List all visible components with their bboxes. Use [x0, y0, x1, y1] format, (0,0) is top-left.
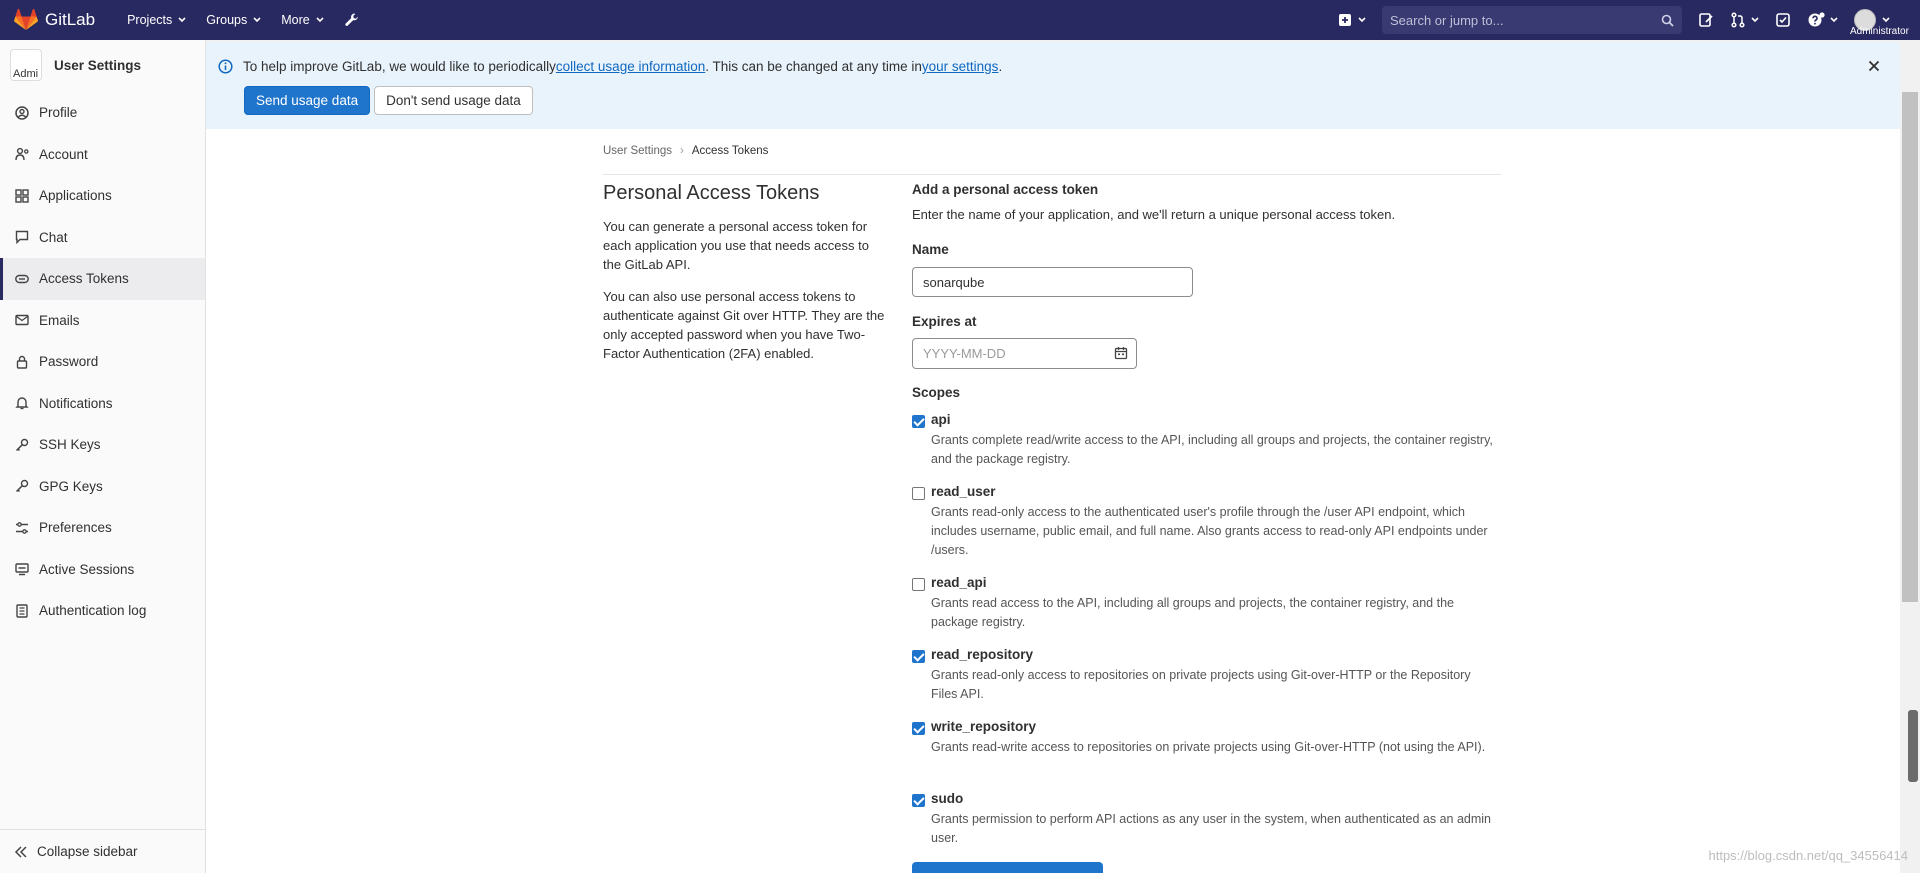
- gitlab-logo[interactable]: [0, 9, 95, 31]
- sidebar-item-label: Authentication log: [39, 603, 147, 619]
- banner-text-before: To help improve GitLab, we would like to periodically: [243, 59, 556, 74]
- scope-description: Grants complete read/write access to the API, including all groups and projects, the container registry, and the package registry.: [931, 433, 1493, 466]
- token-form: [912, 182, 1507, 845]
- scopes-label: Scopes: [912, 385, 961, 400]
- send-usage-data-button[interactable]: Send usage data: [244, 86, 370, 115]
- sidebar-header[interactable]: [0, 40, 205, 90]
- form-title: Add a personal access token: [912, 182, 1099, 197]
- chevron-down-icon: [1830, 17, 1838, 23]
- sidebar-item-access-tokens[interactable]: [0, 258, 205, 300]
- scope-write-repository-checkbox[interactable]: [912, 722, 925, 735]
- lock-icon: [14, 354, 30, 370]
- banner-text-middle: . This can be changed at any time in: [705, 59, 922, 74]
- scrollbar-thumb[interactable]: [1902, 92, 1918, 602]
- expires-label: Expires at: [912, 314, 977, 329]
- chevron-down-icon: [1358, 17, 1366, 23]
- double-chevron-left-icon: [14, 845, 28, 859]
- sidebar-item-account[interactable]: [0, 134, 205, 176]
- scope-read-repository-checkbox[interactable]: [912, 650, 925, 663]
- key-icon: [14, 478, 30, 494]
- nav-more-menu[interactable]: [271, 0, 333, 40]
- tanuki-icon: [14, 9, 38, 31]
- banner-actions: [244, 86, 533, 115]
- help-icon: [1807, 12, 1825, 28]
- sidebar-item-label: Applications: [39, 188, 112, 204]
- banner-message: [218, 59, 1002, 74]
- scope-sudo-checkbox[interactable]: [912, 794, 925, 807]
- page-title: Personal Access Tokens: [603, 182, 820, 204]
- merge-requests-button[interactable]: [1722, 0, 1767, 40]
- scope-description: Grants read-write access to repositories on private projects using Git-over-HTTP (not using the API).: [931, 740, 1486, 754]
- collect-usage-link[interactable]: collect usage information: [555, 59, 706, 74]
- todo-check-icon: [1775, 12, 1791, 28]
- intro-paragraph-1: You can generate a personal access token for each application you use that needs access to the GitLab API.: [603, 219, 869, 272]
- scope-name: read_repository: [931, 647, 1034, 662]
- sidebar-item-label: Emails: [39, 312, 80, 328]
- issues-button[interactable]: [1690, 0, 1722, 40]
- help-menu-button[interactable]: [1799, 0, 1846, 40]
- scope-read-user-checkbox[interactable]: [912, 487, 925, 500]
- banner-text-after: .: [998, 59, 1003, 74]
- breadcrumb-divider: [603, 174, 1501, 175]
- sidebar-item-label: Preferences: [39, 520, 112, 536]
- sidebar-nav: [0, 92, 205, 632]
- watermark-text: https://blog.csdn.net/qq_34556414: [1708, 848, 1908, 863]
- calendar-icon[interactable]: [1114, 346, 1128, 360]
- expires-at-input[interactable]: [912, 338, 1137, 369]
- scope-description: Grants read-only access to repositories on private projects using Git-over-HTTP or the Repository Files API.: [931, 668, 1471, 701]
- scope-description: Grants permission to perform API actions as any user in the system, when authenticated as an admin user.: [931, 812, 1492, 845]
- close-icon[interactable]: [1868, 60, 1880, 72]
- settings-sidebar: [0, 40, 206, 873]
- breadcrumb: [603, 145, 768, 157]
- scope-name: write_repository: [931, 719, 1037, 734]
- collapse-sidebar-label: Collapse sidebar: [37, 844, 138, 859]
- log-icon: [14, 603, 30, 619]
- sidebar-item-notifications[interactable]: [0, 383, 205, 425]
- profile-icon: [14, 105, 30, 121]
- sidebar-item-label: Account: [39, 146, 88, 162]
- sidebar-item-label: Chat: [39, 229, 68, 245]
- chat-icon: [14, 229, 30, 245]
- chevron-down-icon: [1882, 17, 1890, 23]
- sidebar-item-password[interactable]: [0, 341, 205, 383]
- nav-projects-menu[interactable]: [117, 0, 196, 40]
- sidebar-item-label: Active Sessions: [39, 561, 135, 577]
- scope-name: api: [931, 412, 951, 427]
- token-name-value: sonarqube: [923, 274, 985, 290]
- your-settings-link[interactable]: your settings: [921, 59, 999, 74]
- sidebar-item-applications[interactable]: [0, 175, 205, 217]
- nav-more-label: More: [281, 13, 310, 27]
- issues-icon: [1698, 12, 1714, 28]
- sidebar-avatar: [10, 49, 42, 81]
- intro-paragraph-2: You can also use personal access tokens to authenticate against Git over HTTP. They are the only accepted password when you have Two-Factor Authentication (2FA) enabled.: [603, 289, 885, 361]
- create-token-button[interactable]: [912, 862, 1103, 873]
- form-description: Enter the name of your application, and we'll return a unique personal access token.: [912, 207, 1396, 222]
- expires-placeholder: YYYY-MM-DD: [923, 346, 1006, 361]
- search-input[interactable]: [1382, 6, 1682, 34]
- user-name-label: Administrator: [1850, 26, 1909, 37]
- sidebar-item-emails[interactable]: [0, 300, 205, 342]
- token-icon: [14, 271, 30, 287]
- sidebar-item-label: Notifications: [39, 395, 113, 411]
- sidebar-item-profile[interactable]: [0, 92, 205, 134]
- side-widget-handle[interactable]: [1908, 710, 1918, 782]
- applications-icon: [14, 188, 30, 204]
- sidebar-item-active-sessions[interactable]: [0, 549, 205, 591]
- usage-ping-banner: [206, 40, 1900, 129]
- sidebar-title: User Settings: [54, 57, 142, 73]
- breadcrumb-current: Access Tokens: [691, 145, 769, 157]
- monitor-icon: [14, 561, 30, 577]
- nav-projects-label: Projects: [127, 13, 173, 27]
- brand-name: GitLab: [45, 10, 96, 29]
- avatar-alt-text: Admi: [13, 68, 39, 80]
- scope-name: read_api: [931, 575, 987, 590]
- chevron-down-icon: [1751, 17, 1759, 23]
- mail-icon: [14, 312, 30, 328]
- nav-groups-label: Groups: [206, 13, 248, 27]
- chevron-down-icon: [178, 17, 186, 23]
- sidebar-item-label: Access Tokens: [39, 271, 129, 287]
- sidebar-item-gpg-keys[interactable]: [0, 466, 205, 508]
- collapse-sidebar-button[interactable]: [0, 829, 205, 873]
- wrench-icon: [344, 12, 360, 28]
- info-icon: [218, 59, 233, 74]
- token-name-input[interactable]: [912, 267, 1193, 297]
- preferences-icon: [14, 520, 30, 536]
- sidebar-item-label: Profile: [39, 105, 78, 121]
- user-menu-button[interactable]: [1846, 0, 1920, 40]
- breadcrumb-parent[interactable]: User Settings: [603, 145, 673, 157]
- admin-area-button[interactable]: [334, 0, 370, 40]
- bell-icon: [14, 395, 30, 411]
- name-label: Name: [912, 242, 949, 257]
- account-icon: [14, 146, 30, 162]
- breadcrumb-separator-icon: ›: [680, 145, 684, 157]
- scope-api-checkbox[interactable]: [912, 415, 925, 428]
- search-placeholder: Search or jump to...: [1390, 12, 1504, 28]
- todos-button[interactable]: [1767, 0, 1799, 40]
- scope-description: Grants read-only access to the authenticated user's profile through the /user API endpoint, which includes username, public email, and full name. Also grants access to read-only API endpoints under /users.: [931, 505, 1488, 557]
- sidebar-item-label: GPG Keys: [39, 478, 103, 494]
- intro-column: [603, 182, 885, 376]
- sidebar-item-ssh-keys[interactable]: [0, 424, 205, 466]
- new-dropdown-button[interactable]: [1330, 0, 1374, 40]
- chevron-down-icon: [316, 17, 324, 23]
- sidebar-item-chat[interactable]: [0, 217, 205, 259]
- plus-square-icon: [1338, 13, 1352, 27]
- scope-read-api-checkbox[interactable]: [912, 578, 925, 591]
- dont-send-usage-data-button[interactable]: Don't send usage data: [374, 86, 533, 115]
- nav-groups-menu[interactable]: [196, 0, 271, 40]
- merge-request-icon: [1730, 12, 1746, 28]
- sidebar-item-authentication-log[interactable]: [0, 590, 205, 632]
- key-icon: [14, 437, 30, 453]
- search-icon: [1661, 14, 1674, 27]
- sidebar-item-preferences[interactable]: [0, 507, 205, 549]
- scope-description: Grants read access to the API, including all groups and projects, the container registry, and the package registry.: [931, 596, 1454, 629]
- scope-name: read_user: [931, 484, 996, 499]
- scope-name: sudo: [931, 791, 964, 806]
- top-navbar: [0, 0, 1920, 40]
- sidebar-item-label: Password: [39, 354, 99, 370]
- chevron-down-icon: [253, 17, 261, 23]
- sidebar-item-label: SSH Keys: [39, 437, 101, 453]
